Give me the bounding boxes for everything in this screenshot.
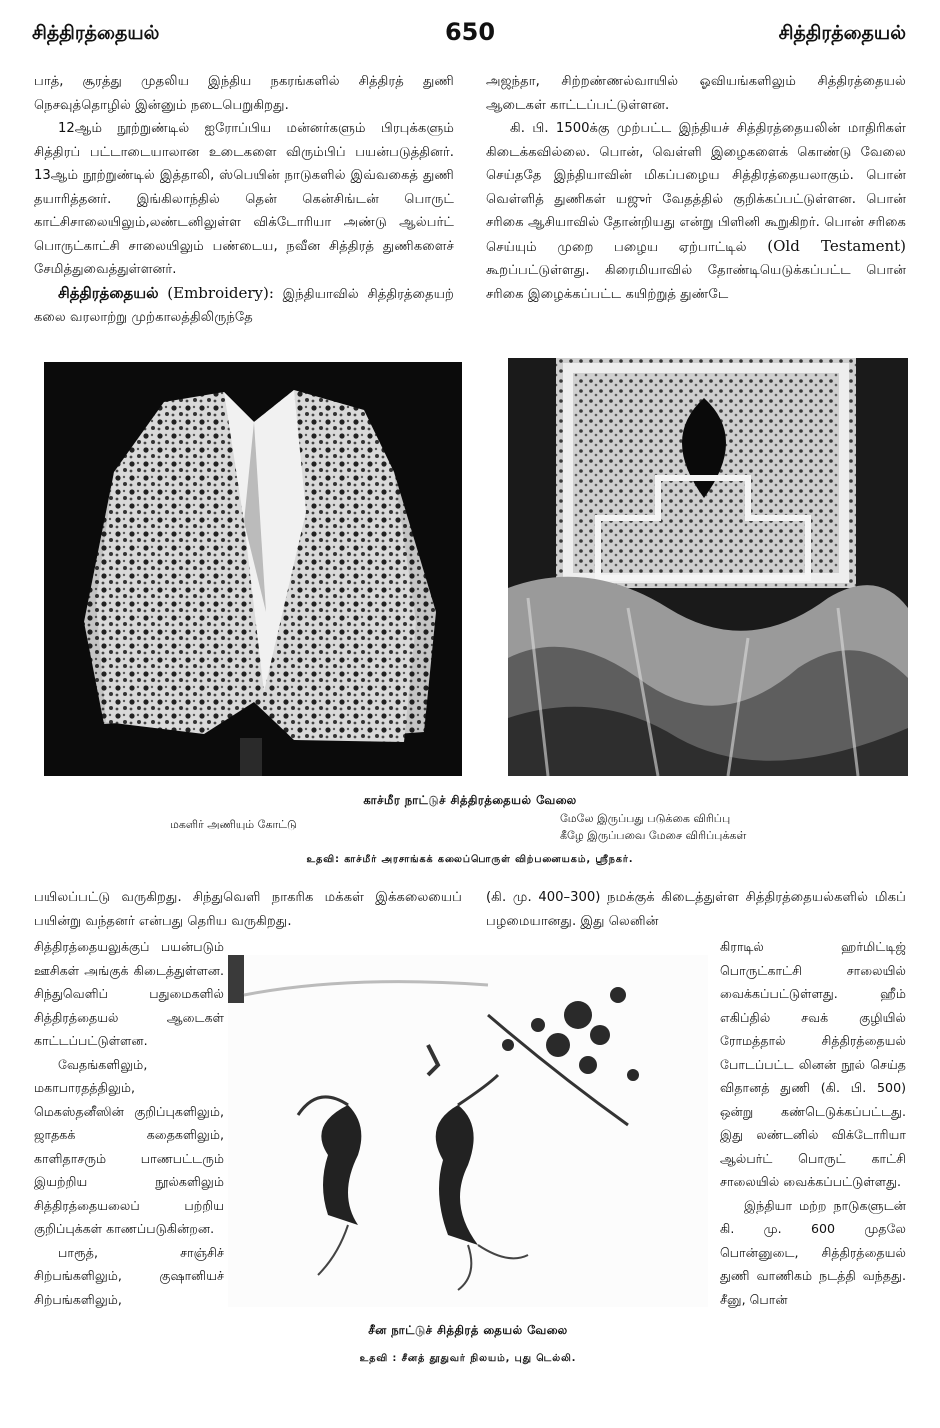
figure1-left-caption: மகளிர் அணியும் கோட்டு	[170, 818, 297, 831]
paragraph: பாரூத், சாஞ்சிச் சிற்பங்களிலும், குஷானியச் சிற்பங்களிலும்,	[34, 1244, 224, 1307]
top-left-column	[34, 70, 454, 330]
paragraph: பாத், சூரத்து முதலிய இந்திய நகரங்களில் சித்திரத் துணி நெசவுத்தொழில் இன்னும் நடைபெறுகிறது.	[34, 74, 454, 113]
paragraph: அஜந்தா, சிற்றண்ணல்வாயில் ஓவியங்களிலும் சித்திரத்தையல் ஆடைகள் காட்டப்பட்டுள்ளன.	[486, 74, 906, 113]
bottom-right-column	[720, 935, 906, 1311]
paragraph: சித்திரத்தையலுக்குப் பயன்படும் ஊசிகள் அங்குக் கிடைத்துள்ளன. சிந்துவெளிப் பதுமைகளில் சித்திரத்தையல் ஆடைகள் காட்டப்பட்டுள்ளன.	[34, 939, 224, 1048]
bottom-right-lead	[486, 886, 906, 933]
section-heading-latin: (Embroidery):	[167, 283, 274, 302]
bottom-left-lead	[34, 886, 462, 933]
paragraph-text: கூறப்பட்டுள்ளது. கிரைமியாவில் தோண்டியெடுக்கப்பட்ட பொன் சரிகை இழைக்கப்பட்ட கயிற்றுத் துண்டே	[486, 263, 906, 302]
bottom-left-column	[34, 935, 224, 1311]
paragraph-text: கி. பி. 1500க்கு முற்பட்ட இந்தியச் சித்திரத்தையலின் மாதிரிகள் கிடைக்கவில்லை. பொன், வெள்ளி இழைகளைக் கொண்டு வேலை செய்ததே இந்தியாவின் மிகப்பழைய சித்திரத்தையலாகும். பொன் வெள்ளித் துணிகள் யஜுர் வேதத்தில் குறிக்கப்பட்டுள்ளன. பொன் சரிகை ஆசியாவில் தோன்றியது என்று பிளினி கூறுகிறர். பொன் சரிகை செய்யும் முறை பழைய ஏற்பாட்டில்	[486, 121, 906, 255]
top-right-column	[486, 70, 906, 306]
page-number: 650	[444, 18, 496, 46]
running-title-right: சித்திரத்தையல்	[778, 22, 906, 44]
paragraph: 12ஆம் நூற்றுண்டில் ஐரோப்பிய மன்னர்களும் பிரபுக்களும் சித்திரப் பட்டாடையாலான உடைகளை விரும்பிப் பயன்படுத்தினர். 13ஆம் நூற்றுண்டில் இத்தாலி, ஸ்பெயின் நாடுகளில் இவ்வகைத் துணி தயாரித்தனர். இங்கிலாந்தில் தென் கென்சிங்டன் பொருட் காட்சிசாலையிலும்,லண்டனிலுள்ள விக்டோரியா அண்டு ஆல்பர்ட் பொருட்காட்சி சாலையிலும் பண்டைய, நவீன சித்திரத் துணிகளைச் சேமித்துவைத்துள்ளனர்.	[34, 121, 454, 277]
latin-term: (Old Testament)	[767, 236, 907, 255]
figure1-right-caption-2: கீழே இருப்பவை மேசை விரிப்புக்கள்	[560, 829, 747, 842]
section-heading: சித்திரத்தையல்	[58, 283, 159, 302]
paragraph	[34, 282, 454, 330]
figure2-credit: உதவி : சீனத் தூதுவர் நிலயம், புது டெல்லி.	[359, 1353, 577, 1364]
figure1-title: காச்மீர நாட்டுச் சித்திரத்தையல் வேலை	[363, 793, 577, 807]
paragraph: பயிலப்பட்டு வருகிறது. சிந்துவெளி நாகரிக மக்கள் இக்கலையைப் பயின்று வந்தனர் என்பது தெரிய வருகிறது.	[34, 890, 462, 929]
figure2-title: சீன நாட்டுச் சித்திரத் தையல் வேலை	[368, 1323, 568, 1337]
running-title-left: சித்திரத்தையல்	[32, 22, 160, 44]
paragraph: (கி. மு. 400–300) நமக்குக் கிடைத்துள்ள சித்திரத்தையல்களில் மிகப் பழமையானது. இது லெனின்	[486, 890, 906, 929]
paragraph: இந்தியா மற்ற நாடுகளுடன் கி. மு. 600 முதலே பொன்னுடை, சித்திரத்தையல் துணி வாணிகம் நடத்தி வந்தது. சீனு, பொன்	[720, 1197, 906, 1307]
paragraph: கிராடில் ஹர்மிட்டிஜ் பொருட்காட்சி சாலையில் வைக்கப்பட்டுள்ளது. ஹீம் எகிப்தில் சவக் குழியில் ரோமத்தால் சித்திரத்தையல் போடப்பட்ட லினன் நூல் செய்த விதானத் துணி (கி. பி. 500) ஒன்று கண்டெடுக்கப்பட்டது. இது லண்டனில் விக்டோரியா ஆல்பர்ட் பொருட் காட்சி சாலையில் வைக்கப்பட்டுள்ளது.	[720, 939, 906, 1189]
coat-photo	[44, 362, 462, 776]
figure1-credit: உதவி: காச்மீர் அரசாங்கக் கலைப்பொருள் விற்பனையகம், ஸ்ரீநகர்.	[306, 854, 634, 865]
paragraph	[486, 117, 906, 306]
paragraph: வேதங்களிலும், மகாபாரதத்திலும், மெகஸ்தனீஸின் குறிப்புகளிலும், ஜாதகக் கதைகளிலும், காளிதாசரும் பாணபட்டரும் இயற்றிய நூல்களிலும் சித்திரத்தையலைப் பற்றிய குறிப்புக்கள் காணப்படுகின்றன.	[34, 1056, 224, 1236]
figure1-right-caption-1: மேலே இருப்பது படுக்கை விரிப்பு	[560, 812, 731, 825]
chinese-embroidery-photo	[228, 955, 708, 1307]
paragraph-text: இந்தியாவில் சித்திரத்தையற் கலை வரலாற்று முற்காலத்திலிருந்தே	[34, 286, 454, 325]
bedspread-photo	[508, 358, 908, 776]
